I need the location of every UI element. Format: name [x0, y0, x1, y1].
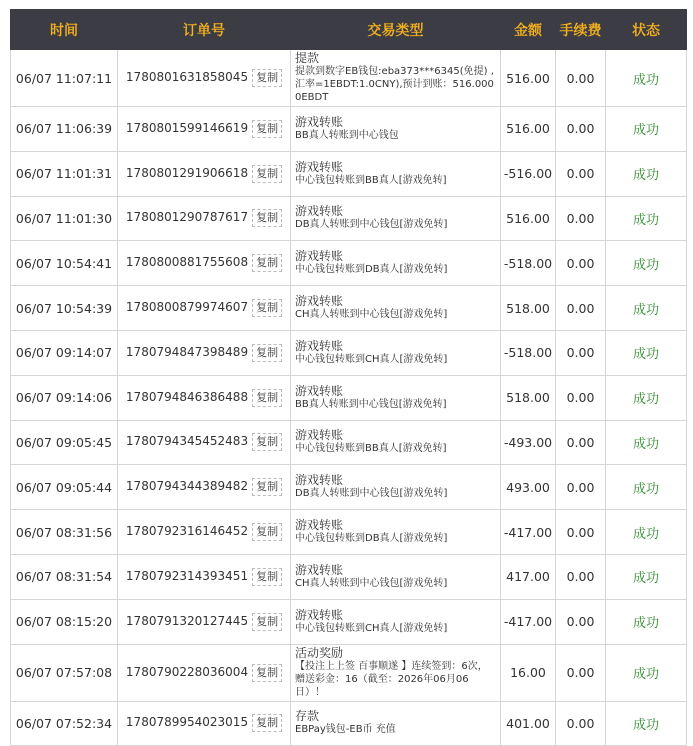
table-row — [11, 554, 687, 599]
row-type-description: CH真人转账到中心钱包[游戏免转] — [295, 577, 448, 589]
table-row — [11, 599, 687, 644]
row-amount: 401.00 — [501, 701, 556, 746]
row-type-title: 游戏转账 — [295, 204, 344, 219]
row-order-cell — [118, 599, 291, 644]
row-status: 成功 — [606, 196, 687, 241]
row-status: 成功 — [606, 330, 687, 375]
row-amount: -417.00 — [501, 599, 556, 644]
row-amount: 493.00 — [501, 465, 556, 510]
row-order-number: 1780794344389482 — [125, 479, 249, 494]
row-order-number: 1780801631858045 — [125, 70, 249, 84]
row-amount: -516.00 — [501, 151, 556, 196]
row-order-cell — [118, 510, 291, 555]
row-type-cell — [291, 196, 501, 241]
row-type-cell — [291, 151, 501, 196]
row-type-description: 中心钱包转账到BB真人[游戏免转] — [295, 174, 447, 186]
row-status: 成功 — [606, 644, 687, 701]
row-type-title: 游戏转账 — [295, 562, 344, 577]
table-row — [11, 465, 687, 510]
row-status: 成功 — [606, 151, 687, 196]
row-type-cell — [291, 50, 501, 107]
row-type-description: 中心钱包转账到DB真人[游戏免转] — [295, 264, 448, 276]
copy-button[interactable]: 复制 — [252, 254, 282, 272]
row-order-cell — [118, 286, 291, 331]
table-row — [11, 107, 687, 152]
table-row — [11, 330, 687, 375]
row-fee: 0.00 — [556, 701, 606, 746]
row-type-cell — [291, 375, 501, 420]
row-fee: 0.00 — [556, 554, 606, 599]
copy-button[interactable]: 复制 — [252, 568, 282, 586]
row-type-cell — [291, 554, 501, 599]
row-status: 成功 — [606, 554, 687, 599]
row-time: 06/07 11:06:39 — [11, 107, 118, 152]
header-order-number: 订单号 — [118, 10, 291, 50]
row-type-cell — [291, 599, 501, 644]
row-amount: -417.00 — [501, 510, 556, 555]
row-type-title: 存款 — [295, 709, 320, 724]
row-fee: 0.00 — [556, 50, 606, 107]
row-type-title: 游戏转账 — [295, 294, 344, 309]
row-status: 成功 — [606, 701, 687, 746]
row-time: 06/07 07:57:08 — [11, 644, 118, 701]
copy-button[interactable]: 复制 — [252, 389, 282, 407]
row-order-number: 1780794846386488 — [125, 389, 249, 404]
row-status: 成功 — [606, 107, 687, 152]
row-type-description: BB真人转账到中心钱包[游戏免转] — [295, 398, 447, 410]
row-amount: 516.00 — [501, 50, 556, 107]
row-order-number: 1780791320127445 — [125, 613, 249, 628]
row-order-cell — [118, 241, 291, 286]
row-type-description: 提款到数字EB钱包:eba373***6345(免提) ,汇率=1EBDT:1.0CNY),预计到账：516.0000EBDT — [295, 66, 494, 103]
copy-button[interactable]: 复制 — [252, 120, 282, 138]
copy-button[interactable]: 复制 — [252, 613, 282, 631]
copy-button[interactable]: 复制 — [252, 714, 282, 732]
row-status: 成功 — [606, 375, 687, 420]
copy-button[interactable]: 复制 — [252, 344, 282, 362]
row-fee: 0.00 — [556, 196, 606, 241]
row-type-cell — [291, 330, 501, 375]
row-type-cell — [291, 107, 501, 152]
row-type-title: 提款 — [295, 51, 320, 65]
row-amount: 516.00 — [501, 107, 556, 152]
row-order-number: 1780801291906618 — [125, 165, 249, 180]
row-order-cell — [118, 151, 291, 196]
copy-button[interactable]: 复制 — [252, 299, 282, 317]
table-row — [11, 196, 687, 241]
row-type-title: 游戏转账 — [295, 473, 344, 488]
row-order-number: 1780792316146452 — [125, 524, 249, 539]
row-status: 成功 — [606, 241, 687, 286]
row-order-number: 1780794847398489 — [125, 344, 249, 359]
row-type-title: 游戏转账 — [295, 428, 344, 443]
row-order-cell — [118, 50, 291, 107]
copy-button[interactable]: 复制 — [252, 523, 282, 541]
copy-button[interactable]: 复制 — [252, 478, 282, 496]
row-order-cell — [118, 465, 291, 510]
row-amount: -518.00 — [501, 241, 556, 286]
row-amount: 417.00 — [501, 554, 556, 599]
row-type-title: 游戏转账 — [295, 114, 344, 129]
row-type-title: 游戏转账 — [295, 159, 344, 174]
row-order-cell — [118, 375, 291, 420]
table-row — [11, 510, 687, 555]
row-time: 06/07 08:31:54 — [11, 554, 118, 599]
row-fee: 0.00 — [556, 644, 606, 701]
transaction-table-container — [10, 9, 686, 746]
table-header-row — [11, 10, 687, 50]
row-order-number: 1780790228036004 — [125, 664, 249, 679]
row-status: 成功 — [606, 286, 687, 331]
row-type-description: 中心钱包转账到CH真人[游戏免转] — [295, 353, 448, 365]
row-status: 成功 — [606, 510, 687, 555]
row-type-description: 【投注上上签 百事顺遂 】连续签到：6次，赠送彩金：16（截至：2026年06月06日）！ — [295, 660, 488, 698]
row-order-cell — [118, 554, 291, 599]
row-amount: 516.00 — [501, 196, 556, 241]
table-row — [11, 420, 687, 465]
row-status: 成功 — [606, 465, 687, 510]
row-type-title: 游戏转账 — [295, 518, 344, 533]
row-fee: 0.00 — [556, 465, 606, 510]
row-status: 成功 — [606, 50, 687, 107]
transaction-table — [10, 9, 687, 746]
table-row — [11, 151, 687, 196]
row-order-cell — [118, 644, 291, 701]
row-type-cell — [291, 510, 501, 555]
row-order-cell — [118, 330, 291, 375]
copy-button[interactable]: 复制 — [252, 69, 282, 87]
row-type-description: 中心钱包转账到CH真人[游戏免转] — [295, 622, 448, 634]
row-order-number: 1780800881755608 — [125, 255, 249, 270]
row-type-description: DB真人转账到中心钱包[游戏免转] — [295, 219, 448, 231]
row-order-number: 1780801599146619 — [125, 120, 249, 135]
row-time: 06/07 09:14:06 — [11, 375, 118, 420]
row-type-description: CH真人转账到中心钱包[游戏免转] — [295, 309, 448, 321]
row-fee: 0.00 — [556, 375, 606, 420]
row-type-cell — [291, 420, 501, 465]
row-amount: 16.00 — [501, 644, 556, 701]
row-type-title: 游戏转账 — [295, 607, 344, 622]
row-type-title: 游戏转账 — [295, 383, 344, 398]
row-order-number: 1780800879974607 — [125, 300, 249, 315]
row-type-cell — [291, 465, 501, 510]
row-time: 06/07 11:07:11 — [11, 50, 118, 107]
row-type-description: EBPay钱包-EB币 充值 — [295, 724, 396, 736]
row-type-description: DB真人转账到中心钱包[游戏免转] — [295, 488, 448, 500]
table-row — [11, 375, 687, 420]
row-status: 成功 — [606, 599, 687, 644]
row-time: 06/07 08:15:20 — [11, 599, 118, 644]
row-amount: 518.00 — [501, 375, 556, 420]
row-time: 06/07 10:54:41 — [11, 241, 118, 286]
table-row — [11, 701, 687, 746]
copy-button[interactable]: 复制 — [252, 209, 282, 227]
row-order-number: 1780789954023015 — [125, 715, 249, 730]
row-type-cell — [291, 286, 501, 331]
row-time: 06/07 09:05:44 — [11, 465, 118, 510]
row-fee: 0.00 — [556, 330, 606, 375]
header-time: 时间 — [11, 10, 118, 50]
row-fee: 0.00 — [556, 241, 606, 286]
row-type-title: 游戏转账 — [295, 249, 344, 264]
row-fee: 0.00 — [556, 420, 606, 465]
row-order-number: 1780794345452483 — [125, 434, 249, 449]
row-amount: -518.00 — [501, 330, 556, 375]
row-time: 06/07 11:01:31 — [11, 151, 118, 196]
table-row — [11, 50, 687, 107]
row-order-number: 1780792314393451 — [125, 568, 249, 583]
row-order-cell — [118, 701, 291, 746]
row-type-description: BB真人转账到中心钱包 — [295, 129, 399, 141]
row-status: 成功 — [606, 420, 687, 465]
row-type-description: 中心钱包转账到BB真人[游戏免转] — [295, 443, 447, 455]
header-amount: 金额 — [501, 10, 556, 50]
row-fee: 0.00 — [556, 510, 606, 555]
row-order-number: 1780801290787617 — [125, 210, 249, 225]
row-order-cell — [118, 196, 291, 241]
row-time: 06/07 09:05:45 — [11, 420, 118, 465]
row-type-description: 中心钱包转账到DB真人[游戏免转] — [295, 533, 448, 545]
row-type-cell — [291, 644, 501, 701]
row-type-cell — [291, 701, 501, 746]
row-time: 06/07 07:52:34 — [11, 701, 118, 746]
table-row — [11, 241, 687, 286]
copy-button[interactable]: 复制 — [252, 433, 282, 451]
row-time: 06/07 08:31:56 — [11, 510, 118, 555]
header-fee: 手续费 — [556, 10, 606, 50]
row-fee: 0.00 — [556, 599, 606, 644]
row-time: 06/07 10:54:39 — [11, 286, 118, 331]
row-time: 06/07 11:01:30 — [11, 196, 118, 241]
row-fee: 0.00 — [556, 107, 606, 152]
row-type-cell — [291, 241, 501, 286]
table-row — [11, 286, 687, 331]
row-amount: -493.00 — [501, 420, 556, 465]
row-type-title: 活动奖励 — [295, 645, 344, 660]
header-status: 状态 — [606, 10, 687, 50]
row-time: 06/07 09:14:07 — [11, 330, 118, 375]
header-transaction-type: 交易类型 — [291, 10, 501, 50]
table-row — [11, 644, 687, 701]
copy-button[interactable]: 复制 — [252, 165, 282, 183]
row-fee: 0.00 — [556, 286, 606, 331]
copy-button[interactable]: 复制 — [252, 664, 282, 682]
row-order-cell — [118, 107, 291, 152]
row-fee: 0.00 — [556, 151, 606, 196]
row-type-title: 游戏转账 — [295, 338, 344, 353]
row-order-cell — [118, 420, 291, 465]
row-amount: 518.00 — [501, 286, 556, 331]
